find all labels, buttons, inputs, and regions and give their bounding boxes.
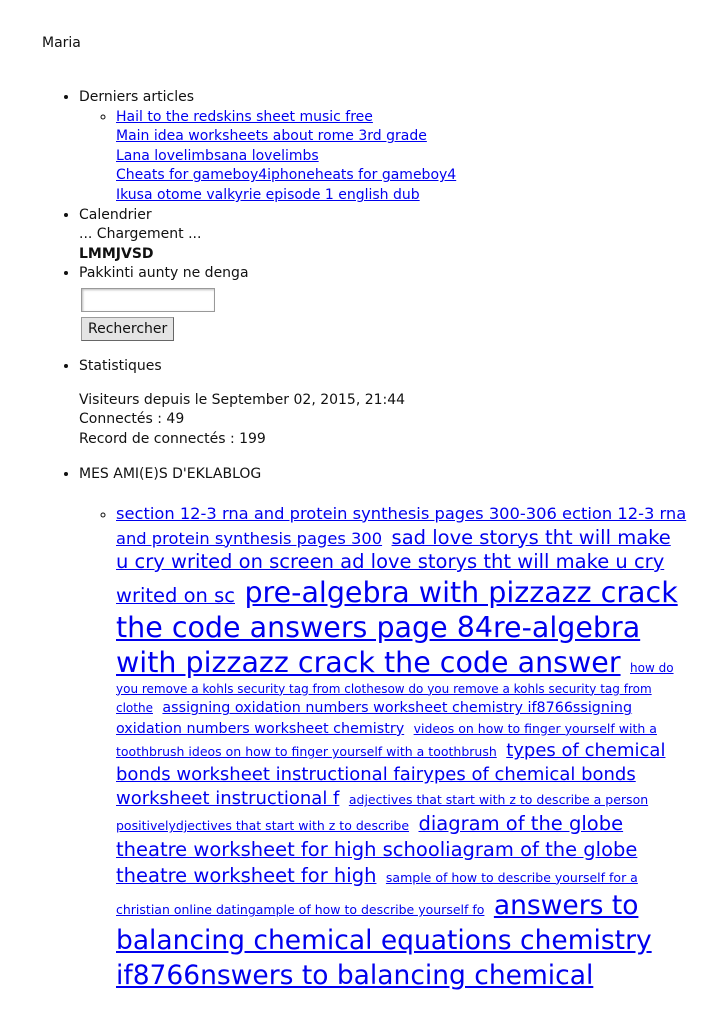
recent-article-link-3[interactable]: Lana lovelimbsana lovelimbs [116,147,319,164]
calendar-loading-text: ... Chargement ... [79,226,202,243]
search-button[interactable]: Rechercher [81,317,174,341]
friend-link-10[interactable]: sample of how to describe yourself for a christian online datingample of how to describe yourself fo [116,869,638,918]
recent-article-link-4[interactable]: Cheats for gameboy4iphoneheats for gameboy4 [116,167,457,184]
friend-link-2[interactable]: sad love storys tht will make u cry writed on screen ad love storys tht will make u cry writed on sc [116,525,671,607]
widget-title-friends: • MES AMI(E)S D'EKLABLOG [79,466,262,483]
widget-title-statistics: Statistiques [79,357,162,374]
friend-link-5[interactable]: assigning oxidation numbers worksheet chemistry if8766ssigning oxidation numbers worksheet chemistry [116,700,633,737]
friend-link-1[interactable]: section 12-3 rna and protein synthesis pages 300-306 ection 12-3 rna and protein synthesis pages 300 [116,503,687,548]
widget-title-recent: Derniers articles [79,89,194,105]
widget-search [79,264,689,357]
recent-articles-list [79,108,689,206]
search-input[interactable] [81,288,215,312]
friend-link-3[interactable]: pre-algebra with pizzazz crack the code answers page 84re-algebra with pizzazz crack the code answer [116,575,678,679]
widget-recent-articles [79,88,689,206]
stats-connected: Connectés : 49 [79,411,185,428]
widget-calendar [79,206,689,265]
sidebar-widgets [0,88,689,993]
friend-link-8[interactable]: adjectives that start with z to describe a person positivelydjectives that start with z to describe [116,792,649,834]
friend-link-7[interactable]: types of chemical bonds worksheet instructional fairypes of chemical bonds worksheet instructional f [116,740,666,810]
friend-link-6[interactable]: videos on how to finger yourself with a toothbrush ideos on how to finger yourself with a toothbrush [116,720,657,760]
widget-title-calendar: Calendrier [79,206,152,223]
friend-link-4[interactable]: how do you remove a kohls security tag from clothesow do you remove a kohls security tag from clothe [116,660,674,716]
widget-statistics [79,357,689,449]
friend-link-9[interactable]: diagram of the globe theatre worksheet for high schooliagram of the globe theatre worksheet for high [116,812,638,887]
friends-tag-cloud [79,502,688,993]
author-name: Maria [42,35,81,51]
list-item [116,502,688,993]
recent-article-link-1[interactable]: Hail to the redskins sheet music free [116,108,373,125]
stats-visitors: Visiteurs depuis le September 02, 2015, 21:44 [79,391,406,408]
recent-article-link-5[interactable]: Ikusa otome valkyrie episode 1 english dub [116,186,420,203]
statistics-block [79,391,689,450]
calendar-day-header: LMMJVSD [79,245,154,262]
stats-record: Record de connectés : 199 [79,430,266,447]
friend-link-11[interactable]: answers to balancing chemical equations chemistry if8766nswers to balancing chemical [116,890,652,992]
widget-friends [79,465,689,993]
list-item [116,108,689,206]
widget-title-search: Pakkinti aunty ne denga [79,265,249,282]
recent-article-link-2[interactable]: Main idea worksheets about rome 3rd grade [116,128,427,145]
